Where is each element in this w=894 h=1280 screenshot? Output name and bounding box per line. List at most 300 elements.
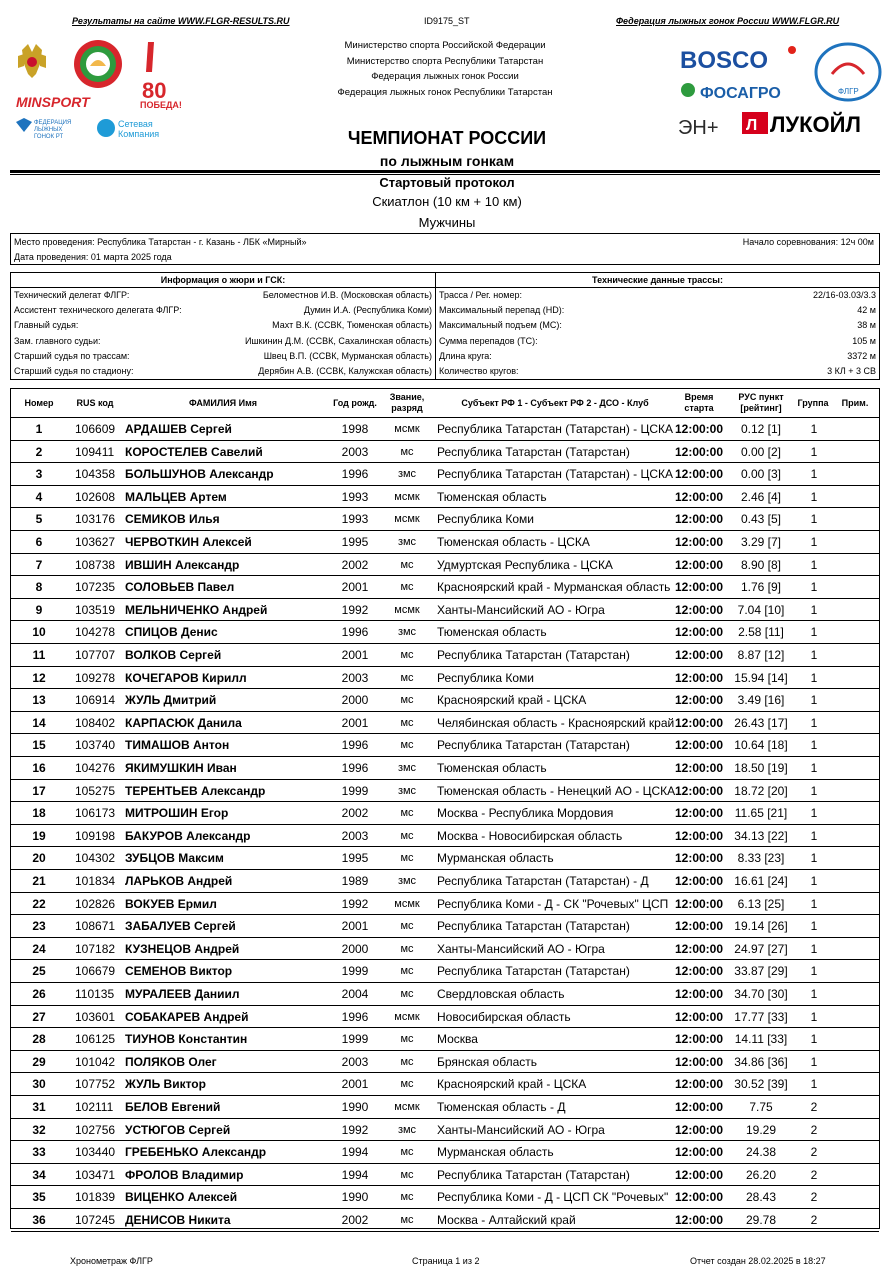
cell-rus-code: 103176 bbox=[75, 512, 116, 527]
cell-club: Тюменская область bbox=[437, 761, 547, 775]
cell-start-time: 12:00:00 bbox=[674, 648, 724, 662]
cell-rus-code: 107235 bbox=[75, 580, 116, 595]
cell-rank: мс bbox=[400, 1191, 414, 1204]
cell-group: 1 bbox=[810, 670, 818, 685]
cell-start-time: 12:00:00 bbox=[674, 489, 724, 504]
venue-box bbox=[10, 233, 880, 265]
jury-track-box bbox=[10, 272, 880, 380]
cell-birth-year: 1996 bbox=[341, 1009, 369, 1024]
cell-rank: мс bbox=[400, 739, 414, 752]
cell-group: 1 bbox=[810, 625, 818, 640]
svg-text:ЛУКОЙЛ: ЛУКОЙЛ bbox=[770, 112, 861, 137]
cell-rank: мс bbox=[400, 829, 414, 842]
track-row-label: Максимальный перепад (HD): bbox=[439, 305, 565, 316]
cell-start-time: 12:00:00 bbox=[674, 1122, 724, 1137]
discipline-title: Скиатлон (10 км + 10 км) bbox=[372, 194, 522, 209]
page-subtitle: по лыжным гонкам bbox=[379, 153, 515, 169]
cell-birth-year: 1994 bbox=[341, 1167, 369, 1182]
cell-points: 6.13 [25] bbox=[737, 896, 785, 911]
cell-rus-code: 102608 bbox=[75, 489, 116, 504]
cell-birth-year: 2002 bbox=[341, 557, 369, 572]
category-title: Мужчины bbox=[418, 215, 476, 230]
cell-name: ВОКУЕВ Ермил bbox=[125, 896, 217, 911]
cell-points: 8.90 [8] bbox=[740, 557, 782, 572]
cell-name: БОЛЬШУНОВ Александр bbox=[125, 467, 274, 482]
cell-group: 1 bbox=[810, 602, 818, 617]
cell-rank: мс bbox=[400, 649, 414, 661]
cell-name: КОЧЕГАРОВ Кирилл bbox=[125, 670, 247, 685]
cell-name: СОБАКАРЕВ Андрей bbox=[125, 1009, 249, 1024]
svg-text:ПОБЕДА!: ПОБЕДА! bbox=[140, 100, 182, 110]
protocol-title: Стартовый протокол bbox=[379, 175, 515, 190]
cell-number: 29 bbox=[32, 1054, 46, 1069]
cell-rus-code: 109411 bbox=[75, 444, 115, 459]
cell-group: 1 bbox=[810, 941, 818, 956]
cell-name: ЖУЛЬ Виктор bbox=[125, 1077, 206, 1092]
cell-start-time: 12:00:00 bbox=[674, 422, 724, 436]
svg-text:ФОСАГРО: ФОСАГРО bbox=[700, 85, 781, 102]
cell-birth-year: 2000 bbox=[341, 693, 369, 708]
cell-name: ТИМАШОВ Антон bbox=[125, 738, 230, 753]
cell-start-time: 12:00:00 bbox=[674, 1077, 724, 1092]
cell-name: ЗУБЦОВ Максим bbox=[125, 851, 224, 866]
cell-rank: мсмк bbox=[394, 1010, 420, 1023]
cell-group: 1 bbox=[810, 987, 818, 1001]
cell-number: 5 bbox=[35, 512, 43, 527]
track-title: Технические данные трассы: bbox=[592, 275, 723, 285]
table-row bbox=[11, 1073, 879, 1096]
cell-name: ГРЕБЕНЬКО Александр bbox=[125, 1145, 267, 1160]
cell-group: 1 bbox=[810, 422, 818, 436]
cell-rank: мс bbox=[400, 671, 414, 684]
results-site-link[interactable]: Результаты на сайте WWW.FLGR-RESULTS.RU bbox=[72, 16, 290, 26]
ministry-block bbox=[300, 38, 590, 100]
table-row bbox=[11, 1186, 879, 1209]
minsport-logo-icon bbox=[14, 94, 114, 110]
cell-club: Республика Коми - Д - СК "Рочевых" ЦСП bbox=[437, 896, 669, 911]
cell-number: 8 bbox=[35, 580, 43, 595]
cell-points: 8.87 [12] bbox=[737, 648, 785, 662]
cell-group: 1 bbox=[810, 444, 818, 459]
cell-number: 17 bbox=[32, 783, 46, 798]
cell-birth-year: 1992 bbox=[341, 896, 369, 911]
cell-birth-year: 1990 bbox=[341, 1100, 369, 1114]
table-row bbox=[11, 531, 879, 554]
cell-birth-year: 1995 bbox=[341, 851, 369, 866]
cell-rus-code: 101042 bbox=[75, 1054, 116, 1069]
table-row bbox=[11, 599, 879, 622]
svg-text:Л: Л bbox=[746, 117, 758, 134]
cell-points: 3.29 [7] bbox=[740, 535, 782, 549]
table-row bbox=[11, 1164, 879, 1187]
table-row bbox=[11, 802, 879, 825]
table-row bbox=[11, 1051, 879, 1074]
cell-club: Тюменская область - Д bbox=[437, 1100, 566, 1114]
table-row bbox=[11, 780, 879, 803]
cell-number: 22 bbox=[32, 896, 46, 911]
cell-birth-year: 1999 bbox=[341, 1032, 369, 1047]
track-row-value: 22/16-03.03/3.3 bbox=[812, 290, 876, 300]
svg-text:ФЛГР: ФЛГР bbox=[838, 87, 859, 96]
cell-points: 33.87 [29] bbox=[734, 964, 788, 979]
cell-number: 6 bbox=[35, 535, 43, 549]
track-row-value: 3372 м bbox=[847, 350, 876, 361]
cell-birth-year: 1998 bbox=[341, 422, 369, 436]
cell-name: СЕМЕНОВ Виктор bbox=[125, 964, 233, 979]
header-group: Группа bbox=[797, 397, 829, 408]
cell-number: 10 bbox=[32, 625, 46, 640]
header-rank: Звание, разряд bbox=[389, 392, 425, 413]
cell-name: КАРПАСЮК Данила bbox=[125, 715, 242, 730]
table-row bbox=[11, 847, 879, 870]
cell-number: 34 bbox=[32, 1167, 46, 1182]
cell-number: 20 bbox=[32, 851, 46, 866]
cell-start-time: 12:00:00 bbox=[674, 670, 724, 685]
ministry-line: Министерство спорта Республики Татарстан bbox=[346, 55, 544, 67]
cell-points: 15.94 [14] bbox=[734, 670, 788, 685]
cell-birth-year: 2003 bbox=[341, 670, 369, 685]
cell-start-time: 12:00:00 bbox=[674, 557, 724, 572]
cell-start-time: 12:00:00 bbox=[674, 964, 724, 979]
table-row bbox=[11, 1141, 879, 1164]
sponsor-logos-right bbox=[676, 38, 884, 140]
cell-group: 2 bbox=[810, 1190, 818, 1205]
cell-start-time: 12:00:00 bbox=[674, 1054, 724, 1069]
cell-points: 30.52 [39] bbox=[734, 1077, 788, 1092]
cell-rus-code: 102756 bbox=[75, 1122, 116, 1137]
cell-group: 1 bbox=[810, 535, 818, 549]
cell-points: 24.97 [27] bbox=[734, 941, 788, 956]
venue-date: Дата проведения: 01 марта 2025 года bbox=[14, 252, 172, 262]
cell-birth-year: 1996 bbox=[341, 738, 369, 753]
cell-club: Республика Коми bbox=[437, 670, 534, 685]
jury-row-label: Ассистент технического делегата ФЛГР: bbox=[14, 305, 182, 316]
cell-name: КУЗНЕЦОВ Андрей bbox=[125, 941, 240, 956]
divider bbox=[10, 170, 880, 173]
cell-start-time: 12:00:00 bbox=[674, 693, 724, 708]
cell-rank: мс bbox=[400, 1033, 414, 1046]
cell-rank: мс bbox=[400, 852, 414, 865]
logos-right bbox=[676, 38, 884, 140]
cell-start-time: 12:00:00 bbox=[674, 625, 724, 640]
cell-start-time: 12:00:00 bbox=[674, 1190, 724, 1205]
cell-start-time: 12:00:00 bbox=[674, 851, 724, 866]
bosco-logo-icon bbox=[680, 46, 796, 74]
cell-name: ЧЕРВОТКИН Алексей bbox=[125, 535, 252, 549]
jury-row-value: Швец В.П. (ССВК, Мурманская область) bbox=[263, 350, 432, 361]
table-row bbox=[11, 508, 879, 531]
cell-points: 0.00 [2] bbox=[740, 444, 782, 459]
cell-rus-code: 103471 bbox=[75, 1167, 116, 1182]
cell-rank: мс bbox=[400, 988, 414, 1000]
cell-club: Тюменская область - Ненецкий АО - ЦСКА bbox=[437, 783, 676, 798]
svg-text:Сетевая: Сетевая bbox=[118, 119, 153, 129]
svg-text:Компания: Компания bbox=[118, 129, 160, 139]
cell-number: 9 bbox=[35, 602, 43, 617]
svg-text:ЛЫЖНЫХ: ЛЫЖНЫХ bbox=[34, 127, 63, 133]
table-row bbox=[11, 734, 879, 757]
track-row-label: Сумма перепадов (TC): bbox=[439, 335, 538, 346]
cell-rank: мс bbox=[400, 1214, 414, 1226]
svg-text:80: 80 bbox=[142, 78, 167, 103]
cell-name: СЕМИКОВ Илья bbox=[125, 512, 220, 527]
cell-rank: мсмк bbox=[394, 513, 420, 526]
track-row bbox=[436, 305, 879, 320]
cell-group: 2 bbox=[810, 1100, 818, 1114]
cell-rank: мс bbox=[400, 965, 414, 978]
cell-number: 24 bbox=[32, 941, 46, 956]
cell-start-time: 12:00:00 bbox=[674, 1145, 724, 1160]
cell-start-time: 12:00:00 bbox=[674, 874, 724, 888]
cell-start-time: 12:00:00 bbox=[674, 783, 724, 798]
cell-start-time: 12:00:00 bbox=[674, 580, 724, 595]
cell-birth-year: 1993 bbox=[341, 489, 369, 504]
cell-points: 8.33 [23] bbox=[737, 851, 785, 866]
track-row-value: 105 м bbox=[852, 335, 876, 346]
cell-points: 11.65 [21] bbox=[734, 806, 788, 821]
cell-rus-code: 106914 bbox=[75, 693, 116, 708]
cell-points: 7.75 bbox=[749, 1100, 773, 1114]
table-row bbox=[11, 712, 879, 735]
cell-club: Республика Татарстан (Татарстан) - ЦСКА bbox=[437, 467, 674, 482]
cell-number: 36 bbox=[32, 1213, 46, 1227]
jury-row-value: Махт В.К. (ССВК, Тюменская область) bbox=[272, 320, 432, 331]
cell-name: МАЛЬЦЕВ Артем bbox=[125, 489, 227, 504]
cell-club: Ханты-Мансийский АО - Югра bbox=[437, 941, 605, 956]
cell-rus-code: 104358 bbox=[75, 467, 116, 482]
track-row-label: Максимальный подъем (MC): bbox=[439, 320, 562, 331]
jury-row bbox=[11, 290, 435, 305]
track-row bbox=[436, 290, 879, 305]
cell-name: СПИЦОВ Денис bbox=[125, 625, 218, 640]
cell-number: 35 bbox=[32, 1190, 46, 1205]
cell-number: 33 bbox=[32, 1145, 46, 1160]
svg-text:ГОНОК РТ: ГОНОК РТ bbox=[34, 134, 64, 140]
cell-birth-year: 1990 bbox=[341, 1190, 369, 1205]
table-row bbox=[11, 870, 879, 893]
cell-group: 1 bbox=[810, 783, 818, 798]
venue-place: Место проведения: Республика Татарстан - г. Казань - ЛБК «Мирный» bbox=[14, 237, 307, 247]
cell-rank: змс bbox=[397, 1123, 417, 1136]
cell-club: Республика Татарстан (Татарстан) bbox=[437, 964, 630, 979]
table-row bbox=[11, 418, 879, 441]
track-row-label: Трасса / Рег. номер: bbox=[439, 290, 522, 300]
cell-start-time: 12:00:00 bbox=[674, 1100, 724, 1114]
cell-birth-year: 2001 bbox=[341, 1077, 369, 1092]
cell-number: 23 bbox=[32, 919, 46, 934]
cell-number: 1 bbox=[35, 422, 43, 436]
cell-club: Республика Татарстан (Татарстан) - ЦСКА bbox=[437, 422, 674, 436]
cell-points: 17.77 [33] bbox=[734, 1009, 788, 1024]
header-year: Год рожд. bbox=[333, 397, 377, 408]
cell-points: 34.86 [36] bbox=[734, 1054, 788, 1069]
cell-group: 1 bbox=[810, 467, 818, 482]
table-row bbox=[11, 689, 879, 712]
table-row bbox=[11, 938, 879, 961]
jury-row-label: Зам. главного судьи: bbox=[14, 335, 101, 346]
cell-start-time: 12:00:00 bbox=[674, 896, 724, 911]
russian-coat-of-arms-icon bbox=[18, 44, 46, 78]
cell-points: 34.13 [22] bbox=[734, 828, 788, 843]
cell-group: 1 bbox=[810, 693, 818, 708]
cell-name: СОЛОВЬЕВ Павел bbox=[125, 580, 235, 595]
table-row bbox=[11, 441, 879, 464]
track-row bbox=[436, 320, 879, 335]
cell-birth-year: 2001 bbox=[341, 919, 369, 934]
header-note: Прим. bbox=[841, 397, 869, 408]
cell-points: 26.20 bbox=[745, 1167, 777, 1182]
cell-start-time: 12:00:00 bbox=[674, 1167, 724, 1182]
cell-start-time: 12:00:00 bbox=[674, 828, 724, 843]
cell-number: 3 bbox=[35, 467, 43, 482]
cell-start-time: 12:00:00 bbox=[674, 1213, 724, 1227]
track-row bbox=[436, 366, 879, 381]
cell-start-time: 12:00:00 bbox=[674, 715, 724, 730]
cell-rank: змс bbox=[397, 536, 417, 548]
cell-points: 0.43 [5] bbox=[740, 512, 782, 527]
cell-birth-year: 1989 bbox=[341, 874, 369, 888]
cell-club: Тюменская область bbox=[437, 489, 547, 504]
cell-group: 1 bbox=[810, 512, 818, 527]
cell-rus-code: 108402 bbox=[75, 715, 116, 730]
page-title: ЧЕМПИОНАТ РОССИИ bbox=[347, 128, 547, 148]
cell-group: 1 bbox=[810, 1054, 818, 1069]
cell-number: 21 bbox=[32, 874, 46, 888]
cell-points: 24.38 bbox=[745, 1145, 777, 1160]
cell-rus-code: 106173 bbox=[75, 806, 116, 821]
cell-rank: мсмк bbox=[394, 423, 420, 435]
cell-points: 19.14 [26] bbox=[734, 919, 788, 934]
tatarstan-emblem-icon bbox=[74, 40, 122, 88]
cell-group: 1 bbox=[810, 806, 818, 821]
cell-club: Мурманская область bbox=[437, 851, 554, 866]
cell-rank: змс bbox=[397, 784, 417, 797]
table-row bbox=[11, 1028, 879, 1051]
cell-birth-year: 1992 bbox=[341, 1122, 369, 1137]
cell-number: 16 bbox=[32, 761, 46, 775]
cell-name: ИВШИН Александр bbox=[125, 557, 240, 572]
cell-start-time: 12:00:00 bbox=[674, 941, 724, 956]
cell-rank: мс bbox=[400, 807, 414, 820]
cell-start-time: 12:00:00 bbox=[674, 512, 724, 527]
cell-rank: мс bbox=[400, 1078, 414, 1091]
cell-number: 15 bbox=[32, 738, 46, 753]
footer-created: Отчет создан 28.02.2025 в 18:27 bbox=[690, 1256, 826, 1266]
table-row bbox=[11, 825, 879, 848]
cell-rus-code: 103627 bbox=[75, 535, 116, 549]
cell-rus-code: 108738 bbox=[75, 557, 116, 572]
track-row-label: Количество кругов: bbox=[439, 366, 519, 376]
venue-start-time: Начало соревнования: 12ч 00м bbox=[742, 237, 874, 247]
cell-birth-year: 2003 bbox=[341, 444, 369, 459]
cell-rank: мсмк bbox=[394, 897, 420, 910]
cell-club: Свердловская область bbox=[437, 987, 565, 1001]
cell-rank: змс bbox=[397, 626, 417, 639]
cell-group: 1 bbox=[810, 1009, 818, 1024]
cell-rus-code: 106609 bbox=[75, 422, 116, 436]
cell-rus-code: 103601 bbox=[75, 1009, 116, 1024]
cell-rank: змс bbox=[397, 875, 417, 887]
cell-number: 27 bbox=[32, 1009, 46, 1024]
cell-name: ВИЦЕНКО Алексей bbox=[125, 1190, 238, 1205]
cell-club: Республика Татарстан (Татарстан) bbox=[437, 648, 630, 662]
cell-number: 2 bbox=[35, 444, 43, 459]
cell-name: ФРОЛОВ Владимир bbox=[125, 1167, 244, 1182]
svg-text:MINSPORT: MINSPORT bbox=[16, 94, 90, 110]
cell-rus-code: 107245 bbox=[75, 1213, 116, 1227]
header-num: Номер bbox=[24, 397, 54, 408]
cell-points: 10.64 [18] bbox=[734, 738, 788, 753]
track-row-value: 42 м bbox=[857, 305, 876, 316]
cell-club: Брянская область bbox=[437, 1054, 537, 1069]
track-row-label: Длина круга: bbox=[439, 350, 492, 361]
cell-rus-code: 109278 bbox=[75, 670, 116, 685]
cell-number: 28 bbox=[32, 1032, 46, 1047]
cell-group: 1 bbox=[810, 738, 818, 753]
cell-group: 1 bbox=[810, 761, 818, 775]
victory-80-logo-icon bbox=[140, 42, 182, 110]
header-points: РУС пункт [рейтинг] bbox=[738, 392, 784, 413]
footer-timing: Хронометраж ФЛГР bbox=[70, 1256, 153, 1266]
jury-row-label: Старший судья по стадиону: bbox=[14, 366, 134, 376]
jury-row bbox=[11, 336, 435, 351]
cell-rus-code: 106125 bbox=[75, 1032, 116, 1047]
cell-club: Ханты-Мансийский АО - Югра bbox=[437, 602, 605, 617]
table-row bbox=[11, 1209, 879, 1232]
header-club: Субъект РФ 1 - Субъект РФ 2 - ДСО - Клуб bbox=[461, 397, 649, 408]
table-row bbox=[11, 983, 879, 1006]
table-row bbox=[11, 644, 879, 667]
cell-start-time: 12:00:00 bbox=[674, 1009, 724, 1024]
cell-rank: мс bbox=[400, 445, 414, 458]
header-name: ФАМИЛИЯ Имя bbox=[188, 397, 258, 408]
cell-points: 18.50 [19] bbox=[734, 761, 788, 775]
start-list-table bbox=[10, 388, 880, 1229]
cell-birth-year: 2002 bbox=[341, 806, 369, 821]
phosagro-logo-icon bbox=[681, 83, 781, 102]
cell-rus-code: 104276 bbox=[75, 761, 116, 775]
cell-rus-code: 103740 bbox=[75, 738, 116, 753]
cell-name: ДЕНИСОВ Никита bbox=[125, 1213, 231, 1227]
cell-name: ТИУНОВ Константин bbox=[125, 1032, 248, 1047]
federation-site-link[interactable]: Федерация лыжных гонок России WWW.FLGR.RU bbox=[616, 16, 840, 26]
cell-rus-code: 108671 bbox=[75, 919, 116, 934]
cell-number: 32 bbox=[32, 1122, 46, 1137]
table-row bbox=[11, 554, 879, 577]
ministry-line: Министерство спорта Российской Федерации bbox=[344, 40, 546, 51]
jury-row bbox=[11, 366, 435, 381]
cell-birth-year: 1994 bbox=[341, 1145, 369, 1160]
jury-row-value: Думин И.А. (Республика Коми) bbox=[303, 305, 432, 316]
cell-points: 2.46 [4] bbox=[740, 489, 782, 504]
cell-number: 19 bbox=[32, 828, 46, 843]
cell-birth-year: 2001 bbox=[341, 580, 369, 595]
cell-rus-code: 102111 bbox=[75, 1100, 114, 1114]
cell-club: Челябинская область - Красноярский край bbox=[437, 715, 675, 730]
table-row bbox=[11, 1006, 879, 1029]
jury-row-label: Старший судья по трассам: bbox=[14, 350, 130, 361]
table-row bbox=[11, 757, 879, 780]
cell-birth-year: 2001 bbox=[341, 648, 369, 662]
cell-rus-code: 104302 bbox=[75, 851, 116, 866]
cell-number: 12 bbox=[32, 670, 46, 685]
top-links bbox=[0, 16, 894, 30]
cell-number: 13 bbox=[32, 693, 46, 708]
cell-rank: мс bbox=[400, 694, 414, 707]
cell-number: 30 bbox=[32, 1077, 46, 1092]
cell-club: Красноярский край - Мурманская область bbox=[437, 580, 671, 595]
cell-rank: мс bbox=[400, 1146, 414, 1159]
